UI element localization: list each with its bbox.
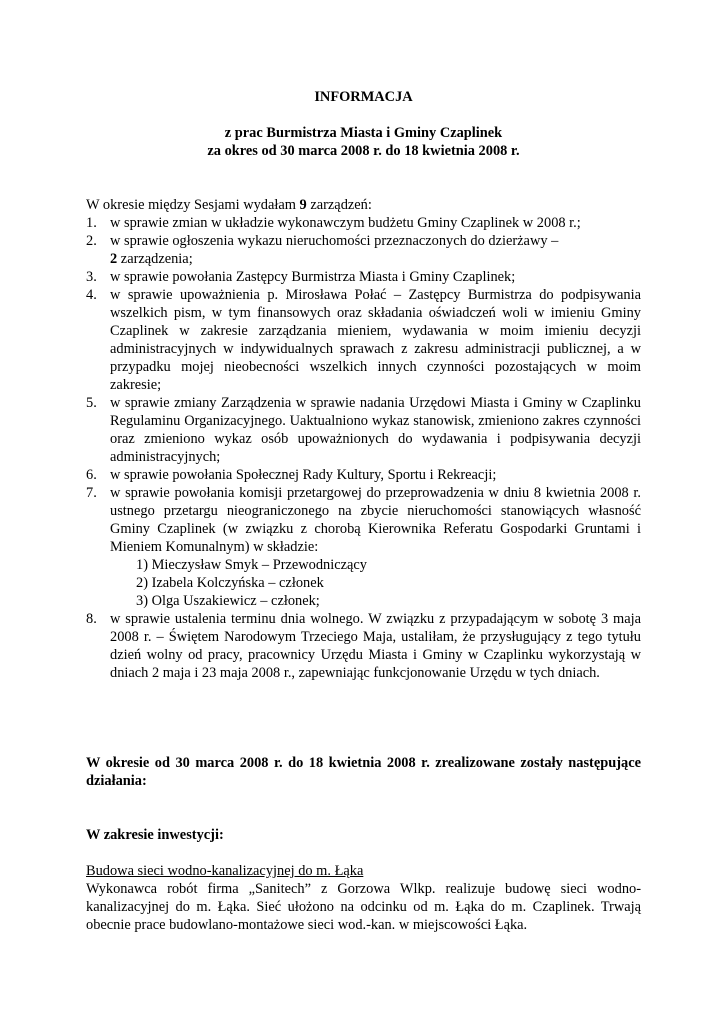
committee-member: 3) Olga Uszakiewicz – członek; bbox=[136, 593, 320, 609]
project-title: Budowa sieci wodno-kanalizacyjnej do m. Łąka bbox=[86, 863, 364, 879]
list-item-text: w sprawie upoważnienia p. Mirosława Połać – Zastępcy Burmistrza do podpisywania wszelkich pism, w tym finansowych oraz składania oświadczeń woli w imieniu Gminy Czaplinek w zakresie zarządzania mieniem, wydawania w moim imieniu decyzji administracyjnych w indywidualnych sprawach z zakresu administracji publicznej, a w przypadku mojej nieobecności wszelkich innych czynności pozostających w moim zakresie; bbox=[110, 287, 641, 393]
list-item-text-main: w sprawie ogłoszenia wykazu nieruchomości przeznaczonych do dzierżawy – bbox=[110, 233, 559, 249]
ordinance-list bbox=[86, 214, 641, 682]
list-item bbox=[86, 214, 641, 232]
list-item bbox=[86, 394, 641, 466]
list-item-number: 1. bbox=[86, 215, 97, 231]
subtitle-line-1: z prac Burmistrza Miasta i Gminy Czaplinek bbox=[224, 125, 503, 141]
list-item-number: 3. bbox=[86, 269, 97, 285]
list-item-text bbox=[110, 232, 641, 268]
intro-text-end: zarządzeń: bbox=[306, 197, 372, 213]
list-item-number: 8. bbox=[86, 611, 97, 627]
section-heading: W okresie od 30 marca 2008 r. do 18 kwietnia 2008 r. zrealizowane zostały następujące działania: bbox=[86, 755, 641, 789]
list-item-text: w sprawie zmian w układzie wykonawczym budżetu Gminy Czaplinek w 2008 r.; bbox=[110, 215, 581, 231]
list-item-number: 7. bbox=[86, 485, 97, 501]
project-description: Wykonawca robót firma „Sanitech” z Gorzowa Wlkp. realizuje budowę sieci wodno-kanalizacyjnej do m. Łąka. Sieć ułożono na odcinku od m. Łąka do m. Czaplinek. Trwają obecnie prace budowlano-montażowe sieci wod.-kan. w miejscowości Łąka. bbox=[86, 881, 641, 933]
list-item-number: 2. bbox=[86, 233, 97, 249]
list-item-number: 5. bbox=[86, 395, 97, 411]
list-item bbox=[86, 286, 641, 394]
investments-heading: W zakresie inwestycji: bbox=[86, 827, 224, 843]
list-item-text: w sprawie powołania Społecznej Rady Kultury, Sportu i Rekreacji; bbox=[110, 467, 497, 483]
list-item bbox=[86, 610, 641, 682]
list-item-text-main: w sprawie powołania komisji przetargowej do przeprowadzenia w dniu 8 kwietnia 2008 r. ustnego przetargu nieograniczonego na zbycie nieruchomości stanowiących własność Gminy Czaplinek (w związku z chorobą Kierownika Referatu Gospodarki Gruntami i Mieniem Komunalnym) w składzie: bbox=[110, 485, 641, 555]
list-item bbox=[86, 466, 641, 484]
list-item bbox=[86, 232, 641, 268]
list-item-number: 6. bbox=[86, 467, 97, 483]
list-item bbox=[86, 484, 641, 610]
committee-member: 2) Izabela Kolczyńska – członek bbox=[136, 575, 324, 591]
intro-paragraph bbox=[86, 196, 641, 214]
list-item-text: w sprawie ustalenia terminu dnia wolnego. W związku z przypadającym w sobotę 3 maja 2008 r. – Świętem Narodowym Trzeciego Maja, ustaliłam, że przysługujący z tego tytułu dzień wolny od pracy, pracownicy Urzędu Miasta i Gminy w Czaplinku wykorzystają w dniach 2 maja i 23 maja 2008 r., zapewniając funkcjonowanie Urzędu w tych dniach. bbox=[110, 611, 641, 681]
list-item-tail: zarządzenia; bbox=[117, 251, 193, 267]
intro-text: W okresie między Sesjami wydałam bbox=[86, 197, 300, 213]
list-item-number: 4. bbox=[86, 287, 97, 303]
list-item-text bbox=[110, 484, 641, 610]
list-item-text: w sprawie powołania Zastępcy Burmistrza Miasta i Gminy Czaplinek; bbox=[110, 269, 516, 285]
list-item bbox=[86, 268, 641, 286]
document-title: INFORMACJA bbox=[314, 89, 413, 105]
ordinance-count: 9 bbox=[299, 197, 307, 213]
subtitle-line-2: za okres od 30 marca 2008 r. do 18 kwietnia 2008 r. bbox=[207, 143, 520, 159]
document-page bbox=[86, 88, 641, 934]
list-item-text: w sprawie zmiany Zarządzenia w sprawie nadania Urzędowi Miasta i Gminy w Czaplinku Regulaminu Organizacyjnego. Uaktualniono wykaz stanowisk, zmieniono zakres czynności oraz zmieniono wykaz osób upoważnionych do wydawania i podpisywania decyzji administracyjnych; bbox=[110, 395, 641, 465]
list-item-bold-count: 2 bbox=[110, 251, 118, 267]
committee-member: 1) Mieczysław Smyk – Przewodniczący bbox=[136, 557, 367, 573]
